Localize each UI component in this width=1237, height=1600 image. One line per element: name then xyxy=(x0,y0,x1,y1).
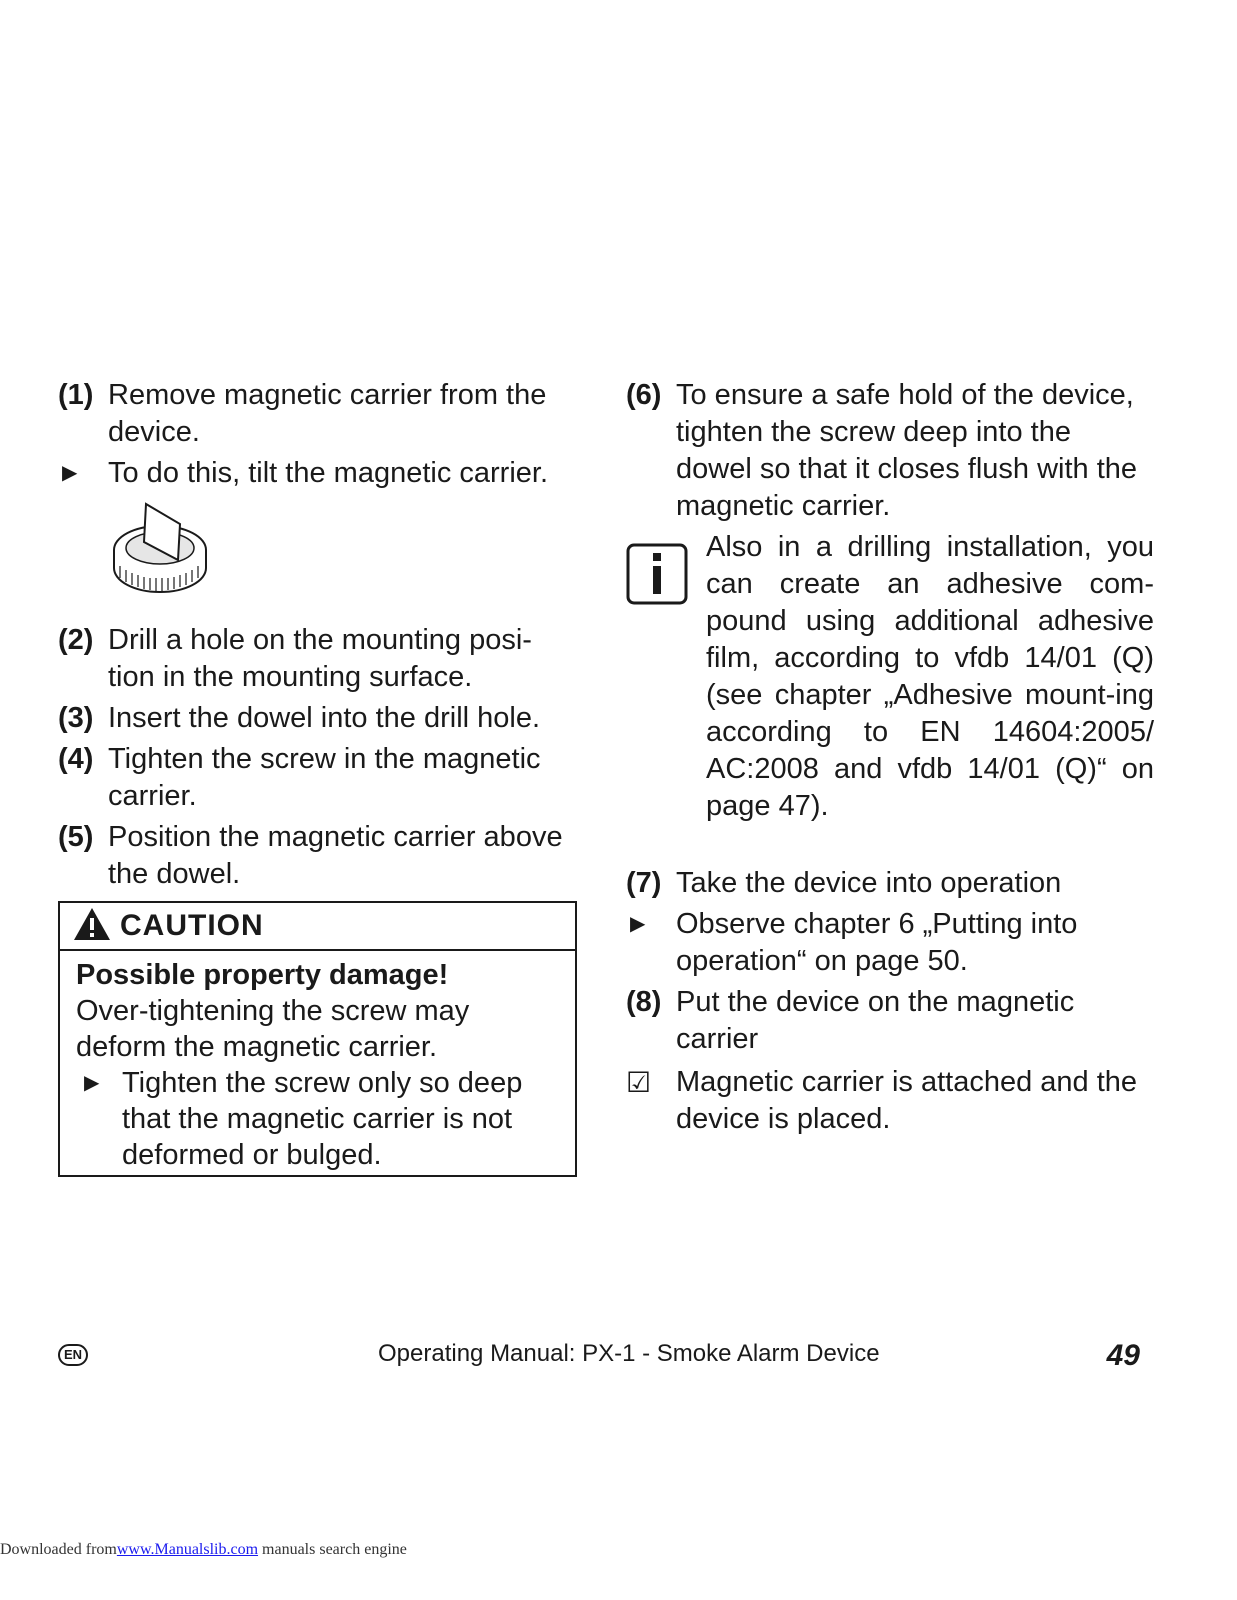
page-footer xyxy=(58,1338,1140,1374)
step-7 xyxy=(626,865,1154,902)
caution-box xyxy=(58,901,577,1177)
info-note xyxy=(626,529,1154,825)
bullet-observe xyxy=(626,906,1154,980)
step-text: To ensure a safe hold of the device, tighten the screw deep into the dowel so that it closes flush with the magnetic carrier. xyxy=(676,379,1138,522)
warning-triangle-icon xyxy=(72,906,112,947)
step-6 xyxy=(626,377,1154,525)
step-1 xyxy=(58,377,573,451)
download-prefix: Downloaded from xyxy=(0,1541,117,1558)
step-text: Insert the dowel into the drill hole. xyxy=(108,702,541,734)
caution-body xyxy=(60,951,575,1173)
info-text: Also in a drilling installation, you can create an adhesive com-pound using additional adhesive film, according to vfdb 14/01 (Q) (see chapter „Adhesive mount-ing according to EN 14604:2005/ AC:2008 and vfdb 14/01 (Q)“ on page 47). xyxy=(706,531,1154,822)
page-number: 49 xyxy=(1106,1339,1140,1372)
step-text: Remove magnetic carrier from the device. xyxy=(108,379,547,448)
triangle-right-icon: ▶ xyxy=(84,1072,100,1094)
language-badge: EN xyxy=(58,1344,88,1366)
right-column xyxy=(626,377,1154,1138)
bullet-text: Tighten the screw only so deep that the magnetic carrier is not deformed or bulged. xyxy=(122,1067,523,1171)
step-text: Put the device on the magnetic carrier xyxy=(676,986,1075,1055)
step-3 xyxy=(58,700,573,737)
step-text: Position the magnetic carrier above the dowel. xyxy=(108,821,563,890)
caution-bullet xyxy=(76,1065,561,1173)
download-suffix: manuals search engine xyxy=(258,1541,407,1558)
bullet-tilt xyxy=(58,455,573,492)
caution-subtitle: Possible property damage! xyxy=(76,959,449,991)
triangle-right-icon: ▶ xyxy=(62,462,78,484)
step-number: (7) xyxy=(626,867,662,899)
caution-header xyxy=(60,903,575,951)
step-8 xyxy=(626,984,1154,1058)
step-number: (2) xyxy=(58,624,94,656)
result-text: Magnetic carrier is attached and the device is placed. xyxy=(676,1066,1138,1135)
step-5 xyxy=(58,819,573,893)
triangle-right-icon: ▶ xyxy=(630,913,646,935)
step-number: (3) xyxy=(58,702,94,734)
checkbox-checked-icon: ☑ xyxy=(626,1067,652,1098)
step-2 xyxy=(58,622,573,696)
download-notice xyxy=(0,1541,407,1559)
info-icon xyxy=(626,529,706,615)
manualslib-link[interactable]: www.Manualslib.com xyxy=(116,1541,259,1558)
step-number: (4) xyxy=(58,743,94,775)
step-text: Drill a hole on the mounting posi-tion in the mounting surface. xyxy=(108,624,532,693)
step-number: (8) xyxy=(626,986,662,1018)
result-line xyxy=(626,1064,1154,1138)
magnetic-carrier-illustration xyxy=(110,498,210,594)
bullet-text: Observe chapter 6 „Putting into operation“ on page 50. xyxy=(676,908,1078,977)
caution-text: Over-tightening the screw may deform the magnetic carrier. xyxy=(76,995,470,1063)
bullet-text: To do this, tilt the magnetic carrier. xyxy=(108,457,549,489)
left-column xyxy=(58,377,573,897)
step-number: (6) xyxy=(626,379,662,411)
step-text: Take the device into operation xyxy=(676,867,1062,899)
step-number: (5) xyxy=(58,821,94,853)
step-number: (1) xyxy=(58,379,94,411)
caution-title: CAUTION xyxy=(120,909,264,942)
step-text: Tighten the screw in the magnetic carrier. xyxy=(108,743,541,812)
step-4 xyxy=(58,741,573,815)
manual-title: Operating Manual: PX-1 - Smoke Alarm Device xyxy=(378,1340,880,1367)
